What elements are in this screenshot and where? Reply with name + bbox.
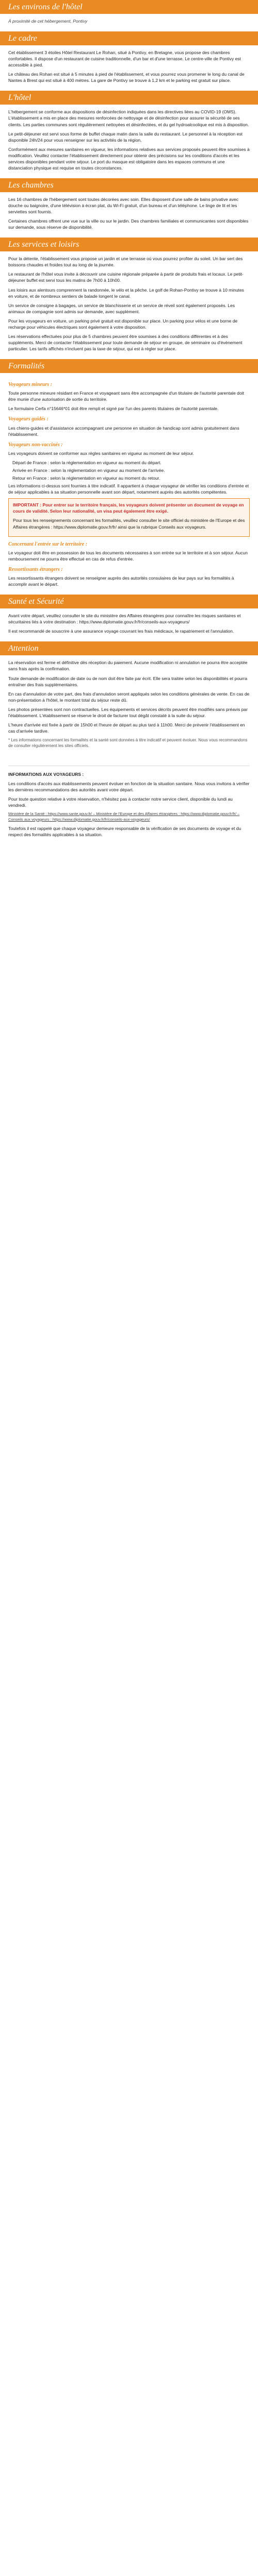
services-p1: Pour la détente, l'établissement vous propose un jardin et une terrasse où vous pourrez profiter du soleil. Un bar sert des boissons chaudes et froides tout au long de la journée. [8, 256, 243, 268]
attention-body [0, 655, 258, 756]
info-body [0, 756, 258, 845]
formalites-p3: Les chiens-guides et d'assistance accompagnant une personne en situation de handicap sont admis gratuitement dans l'établissement. [8, 425, 239, 437]
sante-body [0, 608, 258, 641]
formalites-item-depart: Départ de France : selon la réglementation en vigueur au moment du départ. [12, 460, 162, 465]
formalites-p5: Les informations ci-dessus sont fournies à titre indicatif. Il appartient à chaque voyageur de vérifier les conditions d'entrée et de séjour applicables à sa situation personnelle avant son départ, notamment auprès des autorités compétentes. [8, 483, 249, 495]
env-intro: À proximité de cet hébergement, Pontivy [8, 19, 88, 24]
attention-p1: La réservation est ferme et définitive dès réception du paiement. Aucune modification ni annulation ne pourra être acceptée sans frais après la confirmation. [8, 660, 248, 672]
cadre-p1: Cet établissement 3 étoiles Hôtel Restaurant Le Rohan, situé à Pontivy, en Bretagne, vous propose des chambres confortables. Il dispose d'un restaurant de cuisine traditionnelle, d'un bar et d'une terrasse. Le centre-ville de Pontivy est accessible à pied. [8, 50, 241, 68]
cadre-header: Le cadre [0, 31, 258, 45]
info-heading: INFORMATIONS AUX VOYAGEURS : [8, 771, 84, 777]
formalites-sub-ressortissants: Ressortissants étrangers : [8, 566, 63, 572]
attention-note: * Les informations concernant les formalités et la santé sont données à titre indicatif et peuvent évoluer. Nous vous recommandons de consulter régulièrement les sites officiels. [8, 738, 248, 749]
formalites-p1: Toute personne mineure résidant en France et voyageant sans être accompagnée d'un titulaire de l'autorité parentale doit être munie d'une autorisation de sortie du territoire. [8, 391, 244, 402]
chambres-p1: Les 16 chambres de l'hébergement sont toutes décorées avec soin. Elles disposent d'une salle de bains privative avec douche ou baignoire, d'une télévision à écran plat, du Wi-Fi gratuit, d'un bureau et d'un téléphone. Le linge de lit et les serviettes sont fournis. [8, 196, 238, 215]
chambres-header: Les chambres [0, 178, 258, 192]
formalites-sub-mineurs: Voyageurs mineurs : [8, 382, 53, 388]
services-p6: Les réservations effectuées pour plus de 5 chambres peuvent être soumises à des conditions différentes et à des suppléments. Merci de contacter l'établissement pour toute demande de séjour en groupe, de séminaire ou d'événement particulier. Les tarifs affichés n'incluent pas la taxe de séjour, qui est à régler sur place. [8, 333, 243, 351]
page [0, 0, 258, 852]
attention-p2: Toute demande de modification de date ou de nom doit être faite par écrit. Elle sera traitée selon les disponibilités et pourra entraîner des frais supplémentaires. [8, 675, 248, 687]
services-p4: Un service de consigne à bagages, un service de blanchisserie et un service de réveil sont également proposés. Les animaux de compagnie sont admis sur demande, avec supplément. [8, 302, 235, 314]
formalites-sub-nonvaccines: Voyageurs non-vaccinés : [8, 442, 63, 448]
sante-p2: Il est recommandé de souscrire à une assurance voyage couvrant les frais médicaux, le rapatriement et l'annulation. [8, 629, 234, 634]
sante-header: Santé et Sécurité [0, 595, 258, 608]
formalites-p9: Les ressortissants étrangers doivent se renseigner auprès des autorités consulaires de leur pays sur les formalités à accomplir avant le départ. [8, 575, 234, 587]
cadre-body [0, 45, 258, 91]
formalites-body [0, 373, 258, 595]
formalites-callout [8, 498, 250, 536]
hotel-p2: Le petit-déjeuner est servi sous forme de buffet chaque matin dans la salle du restaurant. Le personnel à la réception est disponible 24h/24 pour vous renseigner sur les activités de la région. [8, 131, 243, 143]
env-header: Les environs de l'hôtel [0, 0, 258, 14]
chambres-p2: Certaines chambres offrent une vue sur la ville ou sur le jardin. Des chambres familiales et communicantes sont disponibles sur demande, sous réserve de disponibilité. [8, 218, 249, 230]
hotel-header: L'hôtel [0, 91, 258, 105]
info-p2: Pour toute question relative à votre réservation, n'hésitez pas à contacter notre service client, disponible du lundi au vendredi. [8, 796, 233, 808]
formalites-item-arrivee: Arrivée en France : selon la réglementation en vigueur au moment de l'arrivée. [12, 468, 165, 473]
attention-p4: Les photos présentées sont non contractuelles. Les équipements et services décrits peuvent être modifiés sans préavis par l'établissement. L'établissement se réserve le droit de facturer tout dégât constaté à la suite du séjour. [8, 706, 248, 718]
formalites-p2: Le formulaire Cerfa n°15646*01 doit être rempli et signé par l'un des parents titulaires de l'autorité parentale. [8, 406, 219, 412]
formalites-sub-entree: Concernant l'entrée sur le territoire : [8, 541, 88, 547]
formalites-important: IMPORTANT : Pour entrer sur le territoire français, les voyageurs doivent présenter un document de voyage en cours de validité. Selon leur nationalité, un visa peut également être exigé. [13, 502, 244, 514]
services-p5: Pour les voyageurs en voiture, un parking privé gratuit est disponible sur place. Un parking pour vélos et une borne de recharge pour véhicules électriques sont également à votre disposition. [8, 318, 238, 330]
hotel-p3: Conformément aux mesures sanitaires en vigueur, les informations relatives aux services proposés peuvent être soumises à modification. Veuillez contacter l'établissement directement pour obtenir des précisions sur les conditions d'accès et les services disponibles pendant votre séjour. Le port du masque est obligatoire dans les espaces communs et une distanciation physique est requise en toutes circonstances. [8, 146, 250, 171]
attention-header: Attention [0, 641, 258, 655]
formalites-p8: Le voyageur doit être en possession de tous les documents nécessaires à son entrée sur le territoire et à son séjour. Aucun remboursement ne pourra être effectué en cas de refus d'entrée. [8, 550, 248, 562]
info-p3: Toutefois il est rappelé que chaque voyageur demeure responsable de la vérification de ses documents de voyage et du respect des formalités applicables à sa situation. [8, 826, 241, 838]
info-links[interactable]: Ministère de la Santé : https://www.sante.gouv.fr/ – Ministère de l'Europe et des Affaires étrangères : https://www.diplomatie.gouv.fr/fr/ – Conseils aux voyageurs : https://www.diplomatie.gouv.fr/fr/conseils-aux-voyageurs/ [8, 811, 240, 822]
formalites-p7: Pour tous les renseignements concernant les formalités, veuillez consulter le site officiel du ministère de l'Europe et des Affaires étrangères : https://www.diplomatie.gouv.fr/fr/ ainsi que la rubrique Conseils aux voyageurs. [13, 518, 245, 530]
formalites-sub-guides: Voyageurs guidés : [8, 416, 49, 422]
info-p1: Les conditions d'accès aux établissements peuvent évoluer en fonction de la situation sanitaire. Nous vous invitons à vérifier les dernières recommandations des autorités avant votre départ. [8, 781, 250, 792]
formalites-item-retour: Retour en France : selon la réglementation en vigueur au moment du retour. [12, 476, 160, 481]
hotel-p1: L'hébergement se conforme aux dispositions de désinfection indiquées dans les directives liées au COVID-19 (OMS). L'établissement a mis en place des mesures renforcées de nettoyage et de désinfection pour assurer la sécurité de ses clients. Les parties communes sont régulièrement nettoyées et désinfectées, et du gel hydroalcoolique est mis à disposition. [8, 109, 249, 127]
hotel-body [0, 105, 258, 178]
attention-p3: En cas d'annulation de votre part, des frais d'annulation seront appliqués selon les conditions générales de vente. En cas de non-présentation à l'hôtel, le montant total du séjour reste dû. [8, 691, 250, 703]
formalites-header: Formalités [0, 359, 258, 373]
env-body [0, 14, 258, 31]
cadre-p2: Le château des Rohan est situé à 5 minutes à pied de l'établissement, et vous pourrez vous promener le long du canal de Nantes à Brest qui est situé à 400 mètres. La gare de Pontivy se trouve à 1,2 km et le parking est gratuit sur place. [8, 72, 245, 83]
formalites-p4: Les voyageurs doivent se conformer aux règles sanitaires en vigueur au moment de leur séjour. [8, 450, 195, 456]
attention-p5: L'heure d'arrivée est fixée à partir de 15h00 et l'heure de départ au plus tard à 11h00. Merci de prévenir l'établissement en cas d'arrivée tardive. [8, 722, 245, 734]
services-p3: Les loisirs aux alentours comprennent la randonnée, le vélo et la pêche. Le golf de Rohan-Pontivy se trouve à 10 minutes en voiture, et de nombreux sentiers de balade longent le canal. [8, 287, 244, 299]
services-body [0, 251, 258, 359]
chambres-body [0, 192, 258, 238]
services-p2: Le restaurant de l'hôtel vous invite à découvrir une cuisine régionale préparée à partir de produits frais et locaux. Le petit-déjeuner buffet est servi tous les matins de 7h00 à 10h00. [8, 272, 244, 283]
services-header: Les services et loisirs [0, 238, 258, 251]
sante-p1: Avant votre départ, veuillez consulter le site du ministère des Affaires étrangères pour connaître les risques sanitaires et sécuritaires liés à votre destination : https://www.diplomatie.gouv.fr/fr/conseils-aux-voyageurs/ [8, 613, 241, 625]
